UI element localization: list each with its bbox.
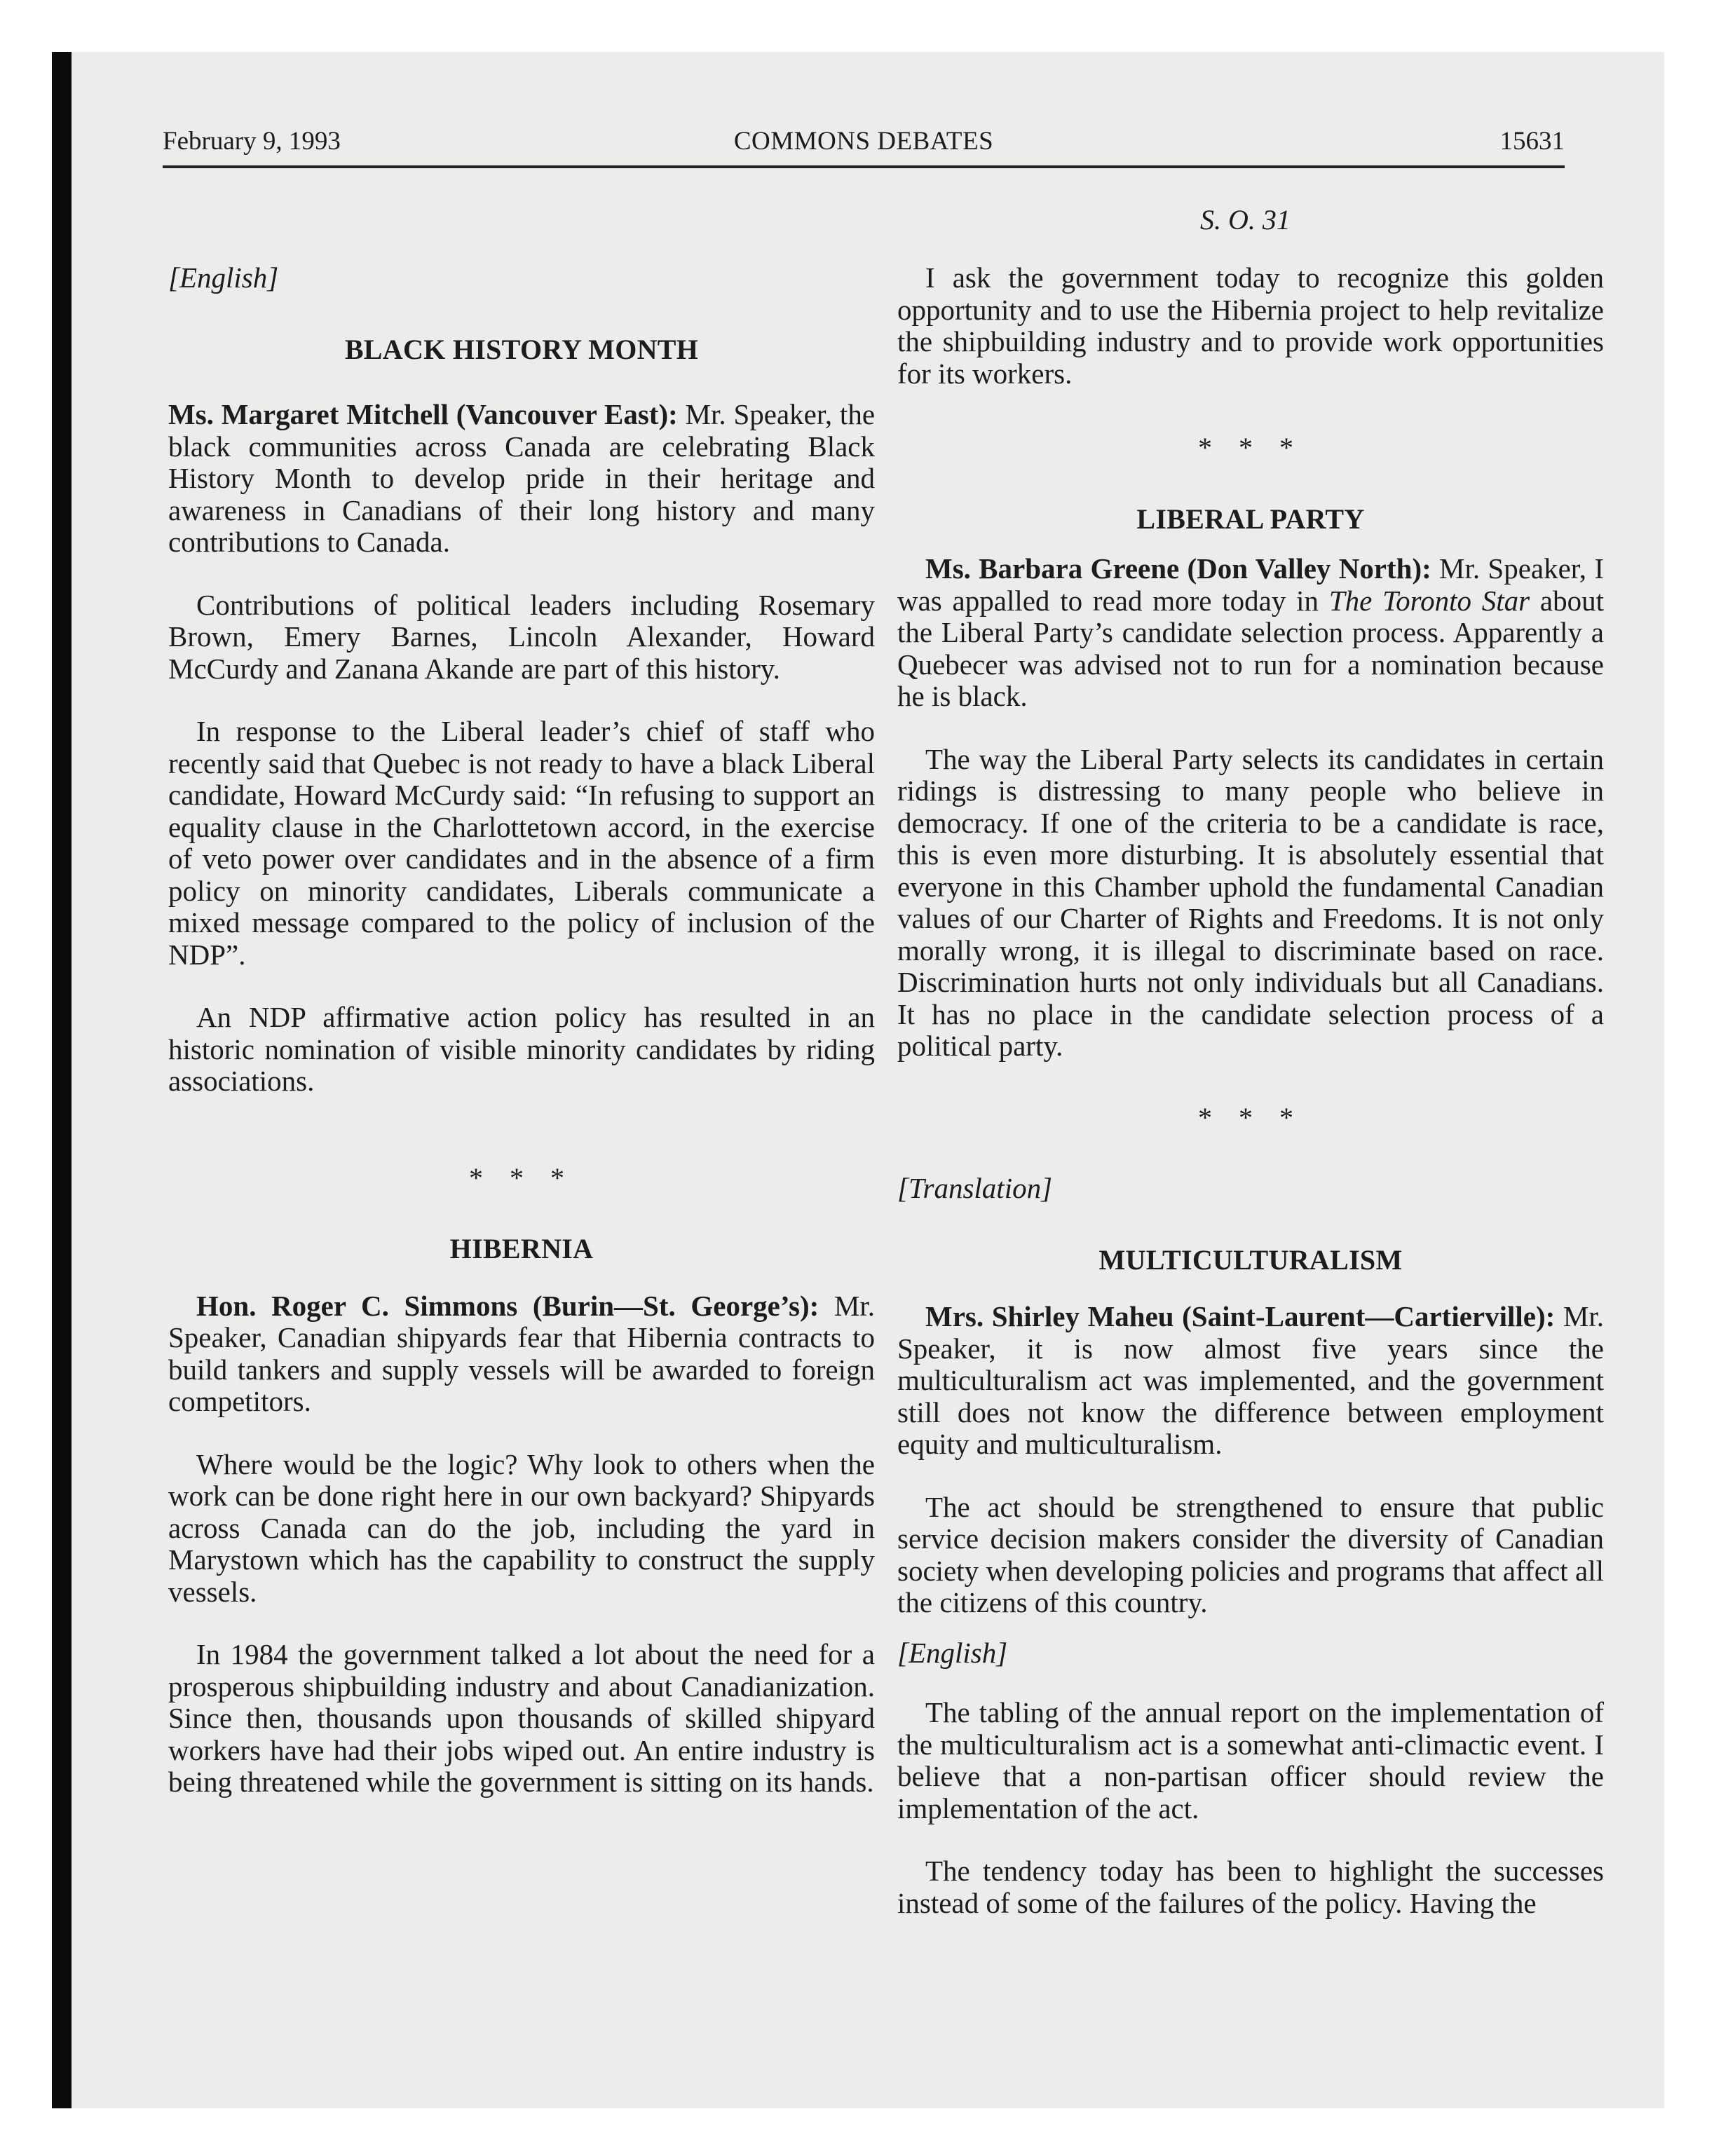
paragraph <box>897 1301 1604 1461</box>
section-separator: * * * <box>469 1161 574 1194</box>
header-rule <box>163 165 1565 168</box>
section-separator: * * * <box>1198 432 1303 463</box>
paragraph: The tendency today has been to highlight the successes instead of some of the failures of the policy. Having the <box>897 1855 1604 1919</box>
language-tag: [Translation] <box>897 1172 1053 1204</box>
heading-black-history-month: BLACK HISTORY MONTH <box>344 333 699 365</box>
paragraph: The act should be strengthened to ensure that public service decision makers consider the diversity of Canadian society when developing policies and programs that affect all the citizens of this country. <box>897 1490 1604 1618</box>
speaker-name: Hon. Roger C. Simmons (Burin—St. George’s): <box>196 1289 819 1322</box>
binding-edge <box>52 52 72 2108</box>
paragraph: An NDP affirmative action policy has resulted in an historic nomination of visible minority candidates by riding associations. <box>168 1001 875 1097</box>
scanned-page <box>52 52 1664 2108</box>
paragraph-text: Mr. Speaker, it is now almost five years since the multiculturalism act was implemented, and the government still does not know the difference between employment equity and multiculturalism. <box>897 1300 1604 1460</box>
paragraph <box>897 553 1604 713</box>
paragraph-text: Mr. Speaker, I was appalled to read more today in <box>897 552 1604 617</box>
heading-hibernia: HIBERNIA <box>449 1233 594 1264</box>
header-date: February 9, 1993 <box>163 127 341 156</box>
header-page-number: 15631 <box>1499 127 1565 156</box>
section-marker: S. O. 31 <box>1200 204 1291 236</box>
paragraph-text: Mr. Speaker, the black communities across Canada are celebrating Black History Month to develop pride in their heritage and awareness in Canadians of their long history and many contributions to Canada. <box>168 398 876 558</box>
language-tag: [English] <box>168 261 279 294</box>
paragraph-text: Mr. Speaker, Canadian shipyards fear that Hibernia contracts to build tankers and supply vessels will be awarded to foreign competitors. <box>168 1289 875 1417</box>
section-separator: * * * <box>1198 1101 1303 1133</box>
paragraph: The tabling of the annual report on the implementation of the multiculturalism act is a somewhat anti-climactic event. I believe that a non-partisan officer should review the implementation of the act. <box>897 1696 1604 1824</box>
paragraph <box>168 399 875 559</box>
heading-liberal-party: LIBERAL PARTY <box>1136 503 1365 535</box>
language-tag: [English] <box>897 1636 1008 1669</box>
running-header <box>163 126 1565 168</box>
left-column <box>168 262 875 1829</box>
heading-multiculturalism: MULTICULTURALISM <box>1098 1243 1403 1276</box>
speaker-name: Mrs. Shirley Maheu (Saint-Laurent—Cartierville): <box>925 1300 1556 1332</box>
paragraph: In 1984 the government talked a lot about the need for a prosperous shipbuilding industry and about Canadianization. Since then, thousands upon thousands of skilled shipyard workers have had their jobs wiped out. An entire industry is being threatened while the government is sitting on its hands. <box>168 1638 875 1798</box>
speaker-name: Ms. Margaret Mitchell (Vancouver East): <box>168 398 678 430</box>
paragraph: Contributions of political leaders including Rosemary Brown, Emery Barnes, Lincoln Alexander, Howard McCurdy and Zanana Akande are part of this history. <box>168 588 875 685</box>
paragraph <box>168 1290 875 1418</box>
header-publication: COMMONS DEBATES <box>733 127 994 156</box>
paragraph: Where would be the logic? Why look to others when the work can be done right here in our own backyard? Shipyards across Canada can do the job, including the yard in Marystown which has the capability to construct the supply vessels. <box>168 1447 875 1608</box>
paragraph: I ask the government today to recognize this golden opportunity and to use the Hibernia project to help revitalize the shipbuilding industry and to provide work opportunities for its workers. <box>897 261 1604 390</box>
paragraph-text: about the Liberal Party’s candidate selection process. Apparently a Quebecer was advised not to run for a nomination because he is black. <box>897 584 1604 712</box>
publication-title: The Toronto Star <box>1328 584 1530 617</box>
speaker-name: Ms. Barbara Greene (Don Valley North): <box>925 552 1431 585</box>
paragraph: The way the Liberal Party selects its candidates in certain ridings is distressing to many people who believe in democracy. If one of the criteria to be a candidate is race, this is even more disturbing. It is absolutely essential that everyone in this Chamber uphold the fundamental Canadian values of our Charter of Rights and Freedoms. It is not only morally wrong, it is illegal to discriminate based on race. Discrimination hurts not only individuals but all Canadians. It has no place in the candidate selection process of a political party. <box>897 742 1604 1062</box>
paragraph: In response to the Liberal leader’s chief of staff who recently said that Quebec is not ready to have a black Liberal candidate, Howard McCurdy said: “In refusing to support an equality clause in the Charlottetown accord, in the exercise of veto power over candidates and in the absence of a firm policy on minority candidates, Liberals communicate a mixed message compared to the policy of inclusion of the NDP”. <box>168 715 875 971</box>
right-column <box>897 262 1604 1950</box>
